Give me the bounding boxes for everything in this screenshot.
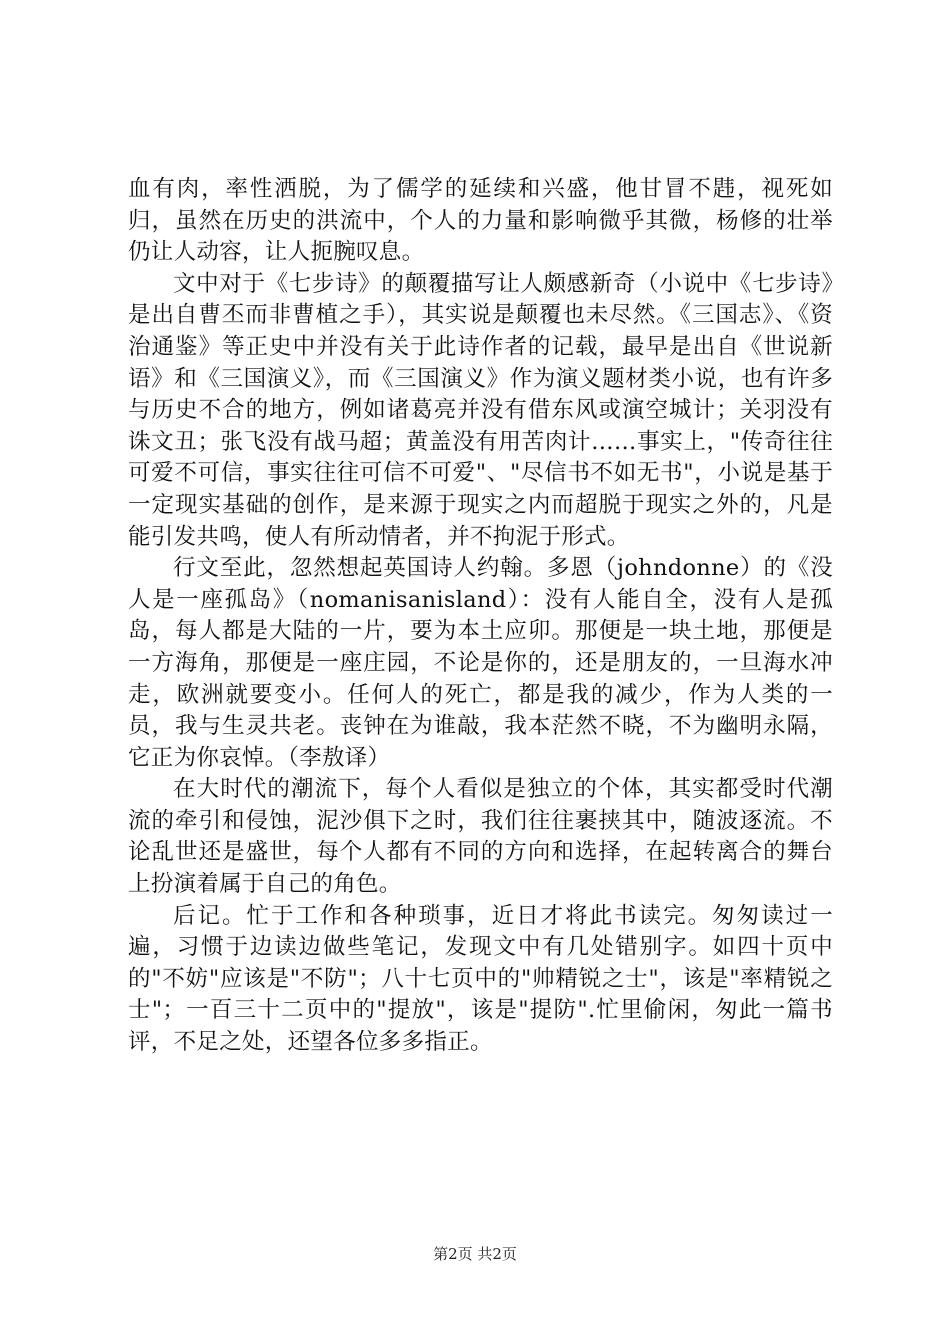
paragraph-continuation: 血有肉，率性洒脱，为了儒学的延续和兴盛，他甘冒不韪，视死如归，虽然在历史的洪流中，个人的力量和影响微乎其微，杨修的壮举仍让人动容，让人扼腕叹息。 — [128, 176, 833, 266]
paragraph-seven-step-poem: 文中对于《七步诗》的颠覆描写让人颇感新奇（小说中《七步诗》是出自曹丕而非曹植之手），其实说是颠覆也未尽然。《三国志》、《资治通鉴》等正史中并没有关于此诗作者的记载，最早是出自《世说新语》和《三国演义》，而《三国演义》作为演义题材类小说，也有许多与历史不合的地方，例如诸葛亮并没有借东风或演空城计；关羽没有诛文丑；张飞没有战马超；黄盖没有用苦肉计……事实上，"传奇往往可爱不可信，事实往往可信不可爱"、"尽信书不如无书"，小说是基于一定现实基础的创作，是来源于现实之内而超脱于现实之外的，凡是能引发共鸣，使人有所动情者，并不拘泥于形式。 — [128, 270, 833, 550]
document-body — [128, 174, 833, 1059]
paragraph-era-tide: 在大时代的潮流下，每个人看似是独立的个体，其实都受时代潮流的牵引和侵蚀，泥沙俱下之时，我们往往裹挟其中，随波逐流。不论乱世还是盛世，每个人都有不同的方向和选择，在起转离合的舞台上扮演着属于自己的角色。 — [128, 776, 833, 898]
paragraph-john-donne: 行文至此，忽然想起英国诗人约翰。多恩（johndonne）的《没人是一座孤岛》（nomanisanisland）：没有人能自全，没有人是孤岛，每人都是大陆的一片，要为本土应卯。那便是一块土地，那便是一方海角，那便是一座庄园，不论是你的，还是朋友的，一旦海水冲走，欧洲就要变小。任何人的死亡，都是我的减少，作为人类的一员，我与生灵共老。丧钟在为谁敲，我本茫然不晓，不为幽明永隔，它正为你哀悼。（李敖译） — [128, 555, 833, 771]
paragraph-postscript: 后记。忙于工作和各种琐事，近日才将此书读完。匆匆读过一遍，习惯于边读边做些笔记，发现文中有几处错别字。如四十页中的"不妨"应该是"不防"；八十七页中的"帅精锐之士"，该是"率精锐之士"；一百三十二页中的"提放"，该是"提防".忙里偷闲，匆此一篇书评，不足之处，还望各位多多指正。 — [128, 902, 833, 1056]
page-number-footer: 第2页 共2页 — [433, 1245, 517, 1263]
